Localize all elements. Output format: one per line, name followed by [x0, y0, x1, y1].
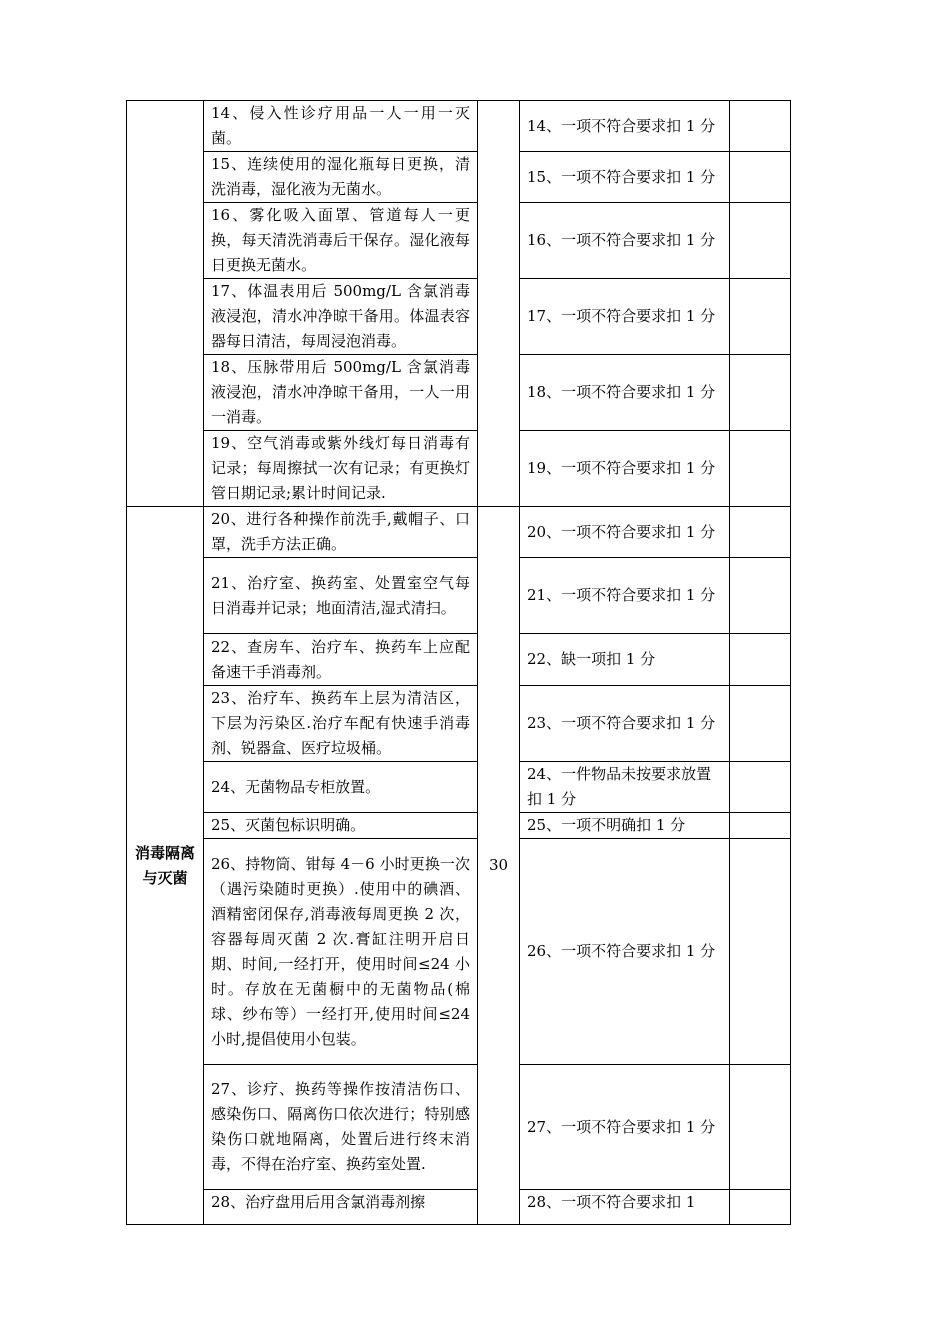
deduction-cell: 16、一项不符合要求扣 1 分: [520, 203, 730, 279]
requirement-cell: 25、灭菌包标识明确。: [204, 813, 478, 839]
table-row: [127, 686, 791, 762]
table-row: [127, 279, 791, 355]
score-cell: 30: [478, 507, 520, 1225]
deduction-cell: 28、一项不符合要求扣 1: [520, 1190, 730, 1225]
table-row: [127, 101, 791, 152]
score-result-cell: [730, 203, 791, 279]
deduction-cell: 14、一项不符合要求扣 1 分: [520, 101, 730, 152]
requirement-cell: 20、进行各种操作前洗手,戴帽子、口罩，洗手方法正确。: [204, 507, 478, 558]
table-row: [127, 203, 791, 279]
deduction-cell: 19、一项不符合要求扣 1 分: [520, 431, 730, 507]
requirement-cell: 21、治疗室、换药室、处置室空气每日消毒并记录；地面清洁,湿式清扫。: [204, 558, 478, 634]
deduction-cell: 17、一项不符合要求扣 1 分: [520, 279, 730, 355]
requirement-cell: 26、持物筒、钳每 4－6 小时更换一次（遇污染随时更换）.使用中的碘酒、酒精密闭保存,消毒液每周更换 2 次，容器每周灭菌 2 次.膏缸注明开启日期、时间,一经打开，使用时间≤24 小时。存放在无菌橱中的无菌物品(棉球、纱布等）一经打开,使用时间≤24 小时,提倡使用小包装。: [204, 839, 478, 1065]
score-result-cell: [730, 686, 791, 762]
score-result-cell: [730, 762, 791, 813]
table-row: [127, 507, 791, 558]
category-cell: [127, 101, 204, 507]
deduction-cell: 23、一项不符合要求扣 1 分: [520, 686, 730, 762]
requirement-cell: 17、体温表用后 500mg/L 含氯消毒液浸泡，清水冲净晾干备用。体温表容器每日清洁，每周浸泡消毒。: [204, 279, 478, 355]
table-row: [127, 355, 791, 431]
requirement-cell: 22、查房车、治疗车、换药车上应配备速干手消毒剂。: [204, 634, 478, 686]
category-cell: 消毒隔离与灭菌: [127, 507, 204, 1225]
table-row: [127, 431, 791, 507]
score-result-cell: [730, 1065, 791, 1190]
requirement-cell: 24、无菌物品专柜放置。: [204, 762, 478, 813]
table-row: [127, 839, 791, 1065]
score-result-cell: [730, 101, 791, 152]
score-result-cell: [730, 558, 791, 634]
deduction-cell: 24、一件物品未按要求放置扣 1 分: [520, 762, 730, 813]
requirement-cell: 27、诊疗、换药等操作按清洁伤口、感染伤口、隔离伤口依次进行；特别感染伤口就地隔离，处置后进行终末消毒，不得在治疗室、换药室处置.: [204, 1065, 478, 1190]
deduction-cell: 26、一项不符合要求扣 1 分: [520, 839, 730, 1065]
table-row: [127, 762, 791, 813]
deduction-cell: 20、一项不符合要求扣 1 分: [520, 507, 730, 558]
score-result-cell: [730, 634, 791, 686]
requirement-cell: 15、连续使用的湿化瓶每日更换，清洗消毒，湿化液为无菌水。: [204, 152, 478, 203]
score-result-cell: [730, 813, 791, 839]
score-result-cell: [730, 507, 791, 558]
requirement-cell: 23、治疗车、换药车上层为清洁区，下层为污染区.治疗车配有快速手消毒剂、锐器盒、医疗垃圾桶。: [204, 686, 478, 762]
table-row: [127, 152, 791, 203]
deduction-cell: 15、一项不符合要求扣 1 分: [520, 152, 730, 203]
deduction-cell: 22、缺一项扣 1 分: [520, 634, 730, 686]
deduction-cell: 18、一项不符合要求扣 1 分: [520, 355, 730, 431]
table-row: [127, 558, 791, 634]
score-result-cell: [730, 152, 791, 203]
disinfection-standards-table: [126, 100, 791, 1225]
deduction-cell: 27、一项不符合要求扣 1 分: [520, 1065, 730, 1190]
table-row: [127, 634, 791, 686]
requirement-cell: 19、空气消毒或紫外线灯每日消毒有记录；每周擦拭一次有记录；有更换灯管日期记录;累计时间记录.: [204, 431, 478, 507]
table-row: [127, 1190, 791, 1225]
table-row: [127, 1065, 791, 1190]
score-result-cell: [730, 431, 791, 507]
requirement-cell: 18、压脉带用后 500mg/L 含氯消毒液浸泡，清水冲净晾干备用，一人一用一消毒。: [204, 355, 478, 431]
table-row: [127, 813, 791, 839]
score-result-cell: [730, 1190, 791, 1225]
deduction-cell: 21、一项不符合要求扣 1 分: [520, 558, 730, 634]
score-result-cell: [730, 279, 791, 355]
requirement-cell: 16、雾化吸入面罩、管道每人一更换，每天清洗消毒后干保存。湿化液每日更换无菌水。: [204, 203, 478, 279]
requirement-cell: 14、侵入性诊疗用品一人一用一灭菌。: [204, 101, 478, 152]
score-result-cell: [730, 839, 791, 1065]
score-cell: [478, 101, 520, 507]
score-result-cell: [730, 355, 791, 431]
requirement-cell: 28、治疗盘用后用含氯消毒剂擦: [204, 1190, 478, 1225]
deduction-cell: 25、一项不明确扣 1 分: [520, 813, 730, 839]
